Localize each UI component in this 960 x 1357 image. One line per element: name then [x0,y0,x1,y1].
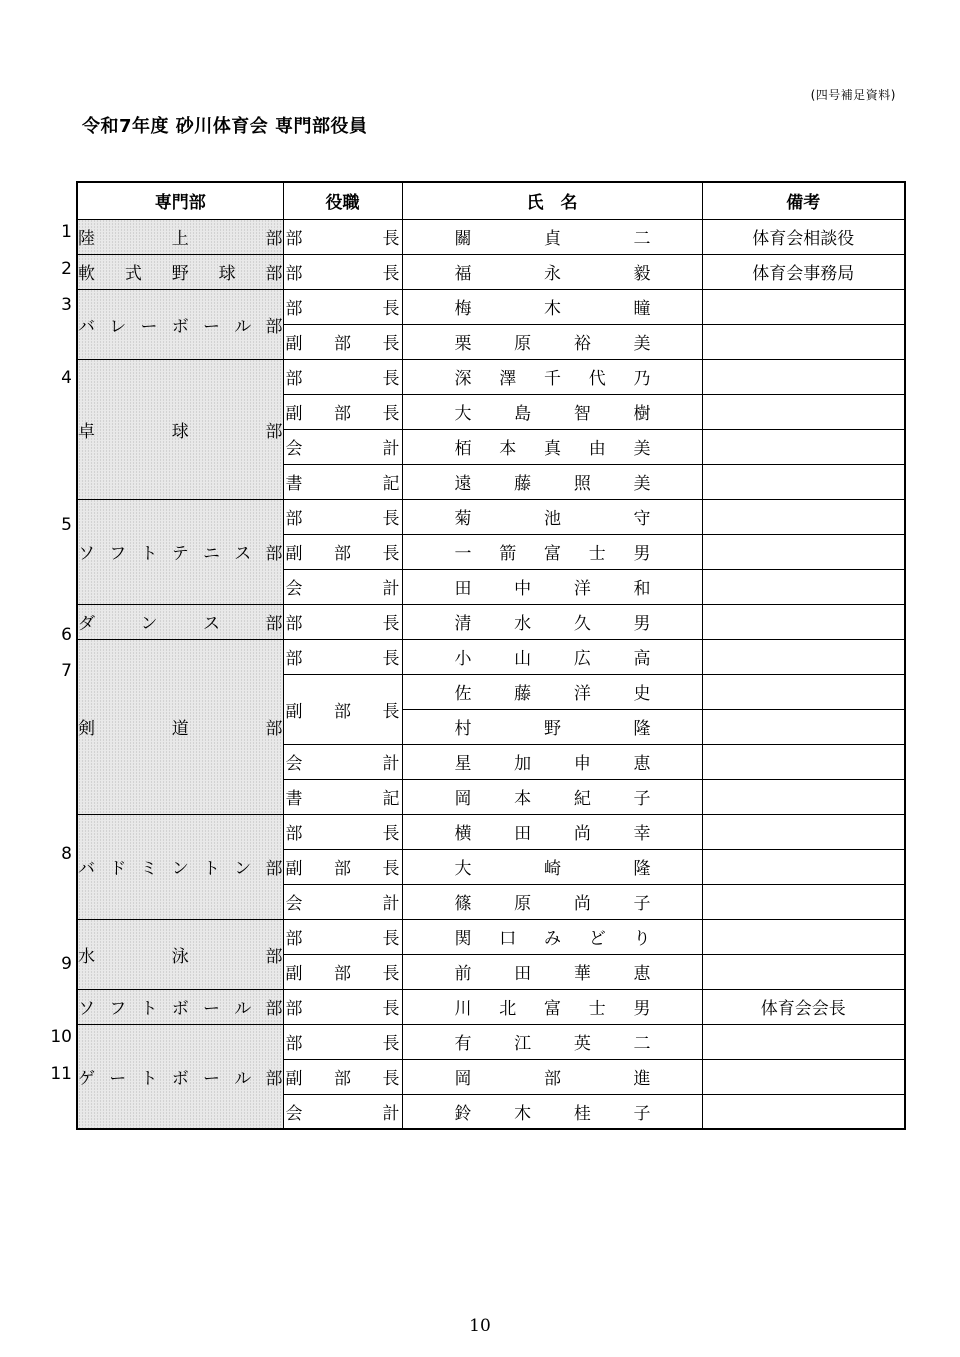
page-number: 10 [469,1316,491,1336]
dept-name: 水 泳 部 [78,946,283,967]
header-name: 氏 名 [402,182,702,219]
role-text: 部 長 [285,1034,400,1054]
member-name: 大 島 智 樹 [454,404,651,424]
role-text: 部 長 [285,264,400,284]
group-number: 10 [50,1027,72,1048]
role-cell [283,289,402,324]
name-cell [402,1094,702,1129]
member-name: 篠 原 尚 子 [454,894,651,914]
note-cell [702,674,905,709]
role-cell [283,1024,402,1059]
role-cell [283,1059,402,1094]
dept-cell [77,989,283,1024]
role-text: 部 長 [285,369,400,389]
header-dept: 専門部 [77,182,283,219]
member-name: 菊 池 守 [454,509,651,529]
dept-cell [77,639,283,814]
name-cell [402,289,702,324]
role-cell [283,814,402,849]
member-name: 岡 部 進 [454,1069,651,1089]
role-cell [283,534,402,569]
table-row [77,639,905,674]
dept-name: ゲ ー ト ボ ー ル 部 [78,1068,283,1089]
role-cell [283,394,402,429]
name-cell [402,779,702,814]
member-name: 佐 藤 洋 史 [454,684,651,704]
role-cell [283,919,402,954]
dept-name: 軟 式 野 球 部 [78,264,283,284]
table-body [77,219,905,1129]
member-name: 福 永 毅 [454,264,651,284]
name-cell [402,919,702,954]
name-cell [402,394,702,429]
table-row [77,989,905,1024]
note-cell [702,569,905,604]
dept-name: バ レ ー ボ ー ル 部 [78,316,283,337]
role-cell [283,639,402,674]
dept-cell [77,604,283,639]
table-row [77,919,905,954]
dept-name: ソ フ ト テ ニ ス 部 [78,544,283,564]
note-cell [702,534,905,569]
table-row [77,499,905,534]
role-cell [283,219,402,254]
dept-name: 剣 道 部 [78,719,283,739]
role-text: 部 長 [285,649,400,669]
note-cell [702,709,905,744]
name-cell [402,219,702,254]
group-number: 8 [61,844,72,865]
role-cell [283,884,402,919]
note-cell [702,1094,905,1129]
note-cell [702,849,905,884]
role-text: 副 部 長 [285,544,400,564]
role-text: 部 長 [285,824,400,844]
note-cell [702,1024,905,1059]
name-cell [402,499,702,534]
member-name: 深 澤 千 代 乃 [454,369,651,389]
member-name: 清 水 久 男 [454,614,651,634]
group-number: 5 [61,514,72,535]
member-name: 有 江 英 二 [454,1034,651,1054]
group-number: 3 [61,295,72,316]
name-cell [402,569,702,604]
table-row [77,604,905,639]
dept-cell [77,919,283,989]
role-text: 副 部 長 [285,404,400,424]
member-name: 大 崎 隆 [454,859,651,879]
dept-name: 卓 球 部 [78,421,283,442]
header-note: 備考 [702,182,905,219]
page-title: 令和7年度 砂川体育会 専門部役員 [82,116,368,137]
member-name: 村 野 隆 [454,719,651,739]
table-row [77,359,905,394]
dept-cell [77,359,283,499]
header-role: 役職 [283,182,402,219]
role-cell [283,254,402,289]
member-name: 遠 藤 照 美 [454,474,651,494]
member-name: 鈴 木 桂 子 [454,1103,651,1124]
role-text: 副 部 長 [285,1069,400,1089]
dept-cell [77,1024,283,1129]
name-cell [402,744,702,779]
table-row [77,254,905,289]
table-row [77,1024,905,1059]
name-cell [402,1024,702,1059]
name-cell [402,254,702,289]
role-cell [283,674,402,744]
member-name: 關 貞 二 [454,229,651,249]
group-number: 4 [61,368,72,389]
role-cell [283,499,402,534]
member-name: 小 山 広 高 [454,649,651,669]
role-text: 会 計 [285,1103,400,1124]
role-text: 会 計 [285,754,400,774]
note-cell [702,324,905,359]
role-text: 部 長 [285,509,400,529]
dept-cell [77,814,283,919]
note-cell [702,359,905,394]
role-text: 会 計 [285,579,400,599]
role-text: 書 記 [285,474,400,494]
note-cell [702,499,905,534]
role-cell [283,324,402,359]
name-cell [402,674,702,709]
note-cell: 体育会事務局 [702,254,905,289]
member-name: 田 中 洋 和 [454,579,651,599]
group-number: 6 [61,624,72,645]
table-header-row [77,182,905,219]
name-cell [402,359,702,394]
role-cell [283,954,402,989]
role-text: 部 長 [285,929,400,949]
name-cell [402,534,702,569]
member-name: 前 田 華 恵 [454,964,651,984]
dept-cell [77,499,283,604]
note-cell [702,814,905,849]
role-cell [283,569,402,604]
member-name: 梅 木 瞳 [454,299,651,319]
note-cell [702,429,905,464]
role-text: 会 計 [285,894,400,914]
role-cell [283,604,402,639]
officer-table [76,181,906,1130]
name-cell [402,429,702,464]
note-cell [702,1059,905,1094]
group-number: 2 [61,258,72,279]
note-cell [702,744,905,779]
note-cell [702,954,905,989]
name-cell [402,814,702,849]
dept-cell [77,289,283,359]
dept-cell [77,254,283,289]
table-row [77,289,905,324]
role-text: 部 長 [285,299,400,319]
role-text: 副 部 長 [285,859,400,879]
note-cell [702,884,905,919]
member-name: 川 北 富 士 男 [454,999,651,1019]
role-cell [283,429,402,464]
member-name: 横 田 尚 幸 [454,824,651,844]
member-name: 一 箭 富 士 男 [454,544,651,564]
name-cell [402,324,702,359]
group-number: 7 [61,661,72,682]
member-name: 栗 原 裕 美 [454,334,651,354]
dept-name: バ ド ミ ン ト ン 部 [78,859,283,879]
dept-name: ソ フ ト ボ ー ル 部 [78,999,283,1019]
role-text: 副 部 長 [285,701,400,722]
note-cell [702,289,905,324]
role-cell [283,849,402,884]
name-cell [402,954,702,989]
dept-name: 陸 上 部 [78,229,283,249]
member-name: 星 加 申 恵 [454,754,651,774]
role-cell [283,779,402,814]
role-text: 会 計 [285,439,400,459]
note-cell [702,639,905,674]
name-cell [402,709,702,744]
group-number: 9 [61,954,72,974]
note-cell [702,919,905,954]
name-cell [402,639,702,674]
role-cell [283,744,402,779]
member-name: 栢 本 真 由 美 [454,439,651,459]
table-row [77,814,905,849]
role-cell [283,464,402,499]
note-cell: 体育会相談役 [702,219,905,254]
role-text: 部 長 [285,614,400,634]
role-cell [283,1094,402,1129]
name-cell [402,884,702,919]
note-cell [702,779,905,814]
role-text: 書 記 [285,789,400,809]
role-text: 副 部 長 [285,964,400,984]
name-cell [402,1059,702,1094]
table-row [77,219,905,254]
role-cell [283,989,402,1024]
name-cell [402,849,702,884]
note-cell [702,394,905,429]
group-number: 1 [61,222,72,242]
name-cell [402,604,702,639]
role-text: 部 長 [285,999,400,1019]
role-cell [283,359,402,394]
group-number: 11 [50,1063,72,1084]
name-cell [402,989,702,1024]
role-text: 副 部 長 [285,334,400,354]
note-cell [702,464,905,499]
dept-cell [77,219,283,254]
member-name: 岡 本 紀 子 [454,789,651,809]
member-name: 関 口 み ど り [454,929,651,949]
name-cell [402,464,702,499]
dept-name: ダ ン ス 部 [78,614,283,634]
note-cell: 体育会会長 [702,989,905,1024]
note-cell [702,604,905,639]
role-text: 部 長 [285,229,400,249]
supplement-label: (四号補足資料) [810,88,896,102]
